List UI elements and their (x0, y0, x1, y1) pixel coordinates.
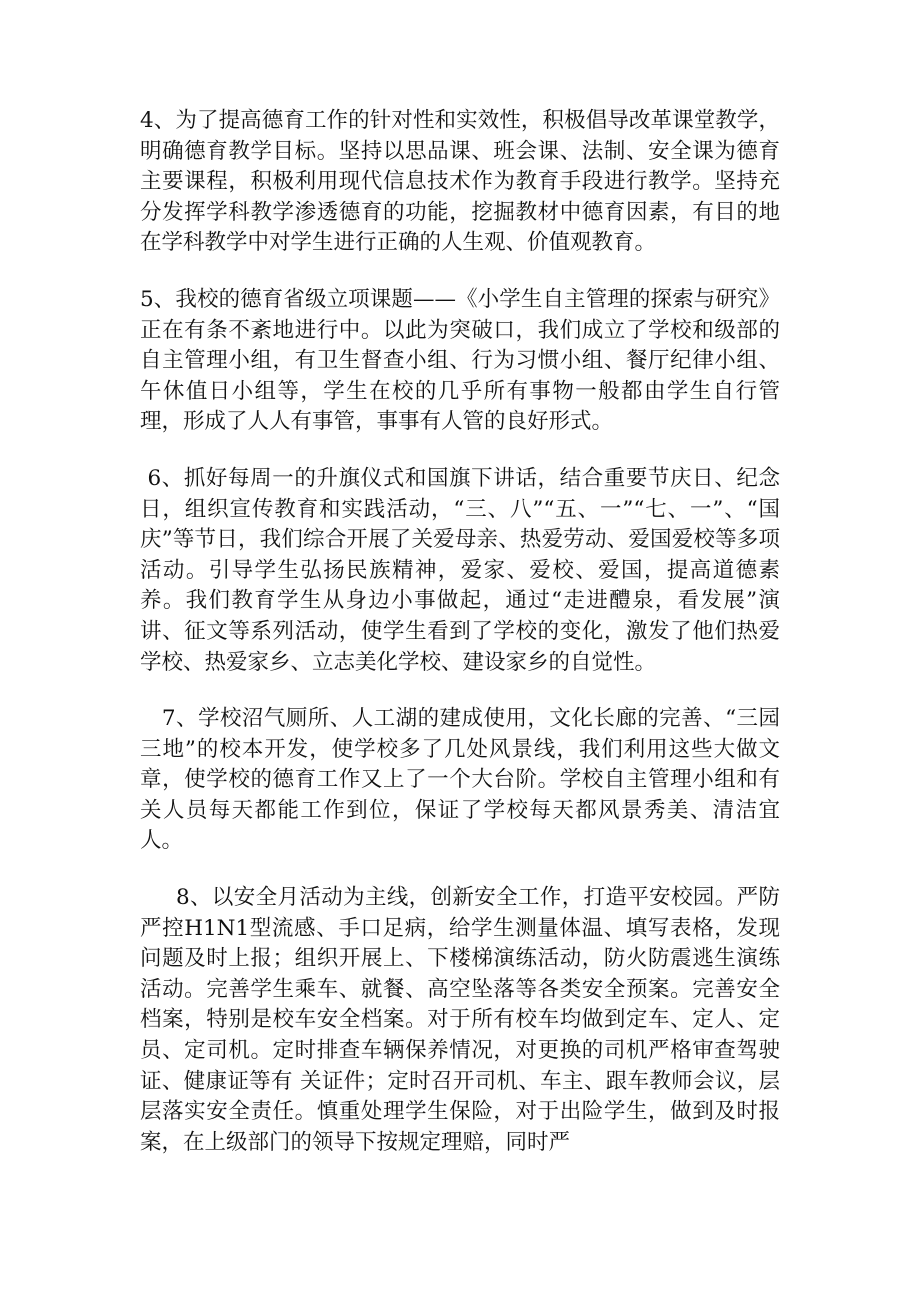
paragraph-6: 6、抓好每周一的升旗仪式和国旗下讲话，结合重要节庆日、纪念日，组织宣传教育和实践活动，“三、八”“五、一”“七、一”、“国庆”等节日，我们综合开展了关爱母亲、热爱劳动、爱国爱校等多项活动。引导学生弘扬民族精神，爱家、爱校、爱国，提高道德素养。我们教育学生从身边小事做起，通过“走进醴泉，看发展”演讲、征文等系列活动，使学生看到了学校的变化，激发了他们热爱学校、热爱家乡、立志美化学校、建设家乡的自觉性。 (140, 465, 780, 675)
document-body (140, 106, 780, 1158)
paragraph-5: 5、我校的德育省级立项课题——《小学生自主管理的探索与研究》正在有条不紊地进行中。以此为突破口，我们成立了学校和级部的自主管理小组，有卫生督查小组、行为习惯小组、餐厅纪律小组、午休值日小组等，学生在校的几乎所有事物一般都由学生自行管理，形成了人人有事管，事事有人管的良好形式。 (140, 286, 780, 435)
paragraph-4: 4、为了提高德育工作的针对性和实效性，积极倡导改革课堂教学，明确德育教学目标。坚持以思品课、班会课、法制、安全课为德育主要课程，积极利用现代信息技术作为教育手段进行教学。坚持充分发挥学科教学渗透德育的功能，挖掘教材中德育因素，有目的地在学科教学中对学生进行正确的人生观、价值观教育。 (140, 108, 780, 256)
paragraph-8: 8、以安全月活动为主线，创新安全工作，打造平安校园。严防严控H1N1型流感、手口足病，给学生测量体温、填写表格，发现问题及时上报；组织开展上、下楼梯演练活动，防火防震逃生演练活动。完善学生乘车、就餐、高空坠落等各类安全预案。完善安全档案，特别是校车安全档案。对于所有校车均做到定车、定人、定员、定司机。定时排查车辆保养情况，对更换的司机严格审查驾驶证、健康证等有 关证件；定时召开司机、车主、跟车教师会议，层层落实安全责任。慎重处理学生保险，对于出险学生，做到及时报案，在上级部门的领导下按规定理赔，同时严 (140, 885, 781, 1155)
paragraph-7: 7、学校沼气厕所、人工湖的建成使用，文化长廊的完善、“三园三地”的校本开发，使学校多了几处风景线，我们利用这些大做文章，使学校的德育工作又上了一个大台阶。学校自主管理小组和有关人员每天都能工作到位，保证了学校每天都风景秀美、清洁宜人。 (140, 706, 780, 854)
